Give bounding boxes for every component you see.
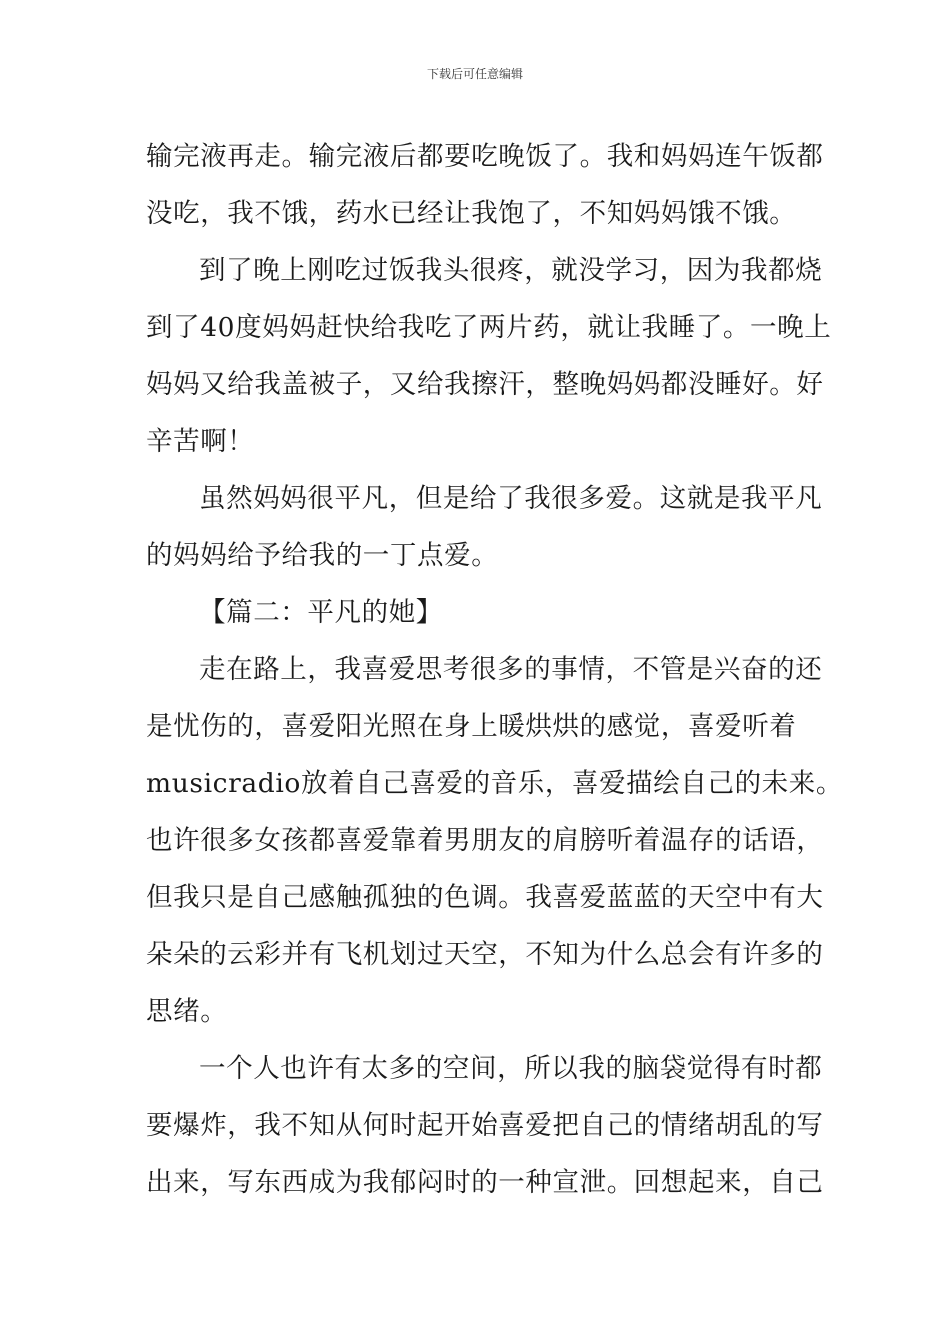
document-body [146,128,843,1211]
text-line: 一个人也许有太多的空间，所以我的脑袋觉得有时都 [199,1053,823,1084]
text-line: 要爆炸，我不知从何时起开始喜爱把自己的情绪胡乱的写 [146,1110,824,1141]
text-line: 朵朵的云彩并有飞机划过天空，不知为什么总会有许多的 [146,939,824,970]
page-header: 下载后可任意编辑 [426,67,523,81]
text-line: 但我只是自己感触孤独的色调。我喜爱蓝蓝的天空中有大 [146,882,824,913]
text-line: musicradio放着自己喜爱的音乐，喜爱描绘自己的未来。 [146,768,843,799]
text-line: 出来，写东西成为我郁闷时的一种宣泄。回想起来，自己 [146,1167,824,1198]
text-line: 妈妈又给我盖被子，又给我擦汗，整晚妈妈都没睡好。好 [146,369,824,400]
text-line: 是忧伤的，喜爱阳光照在身上暖烘烘的感觉，喜爱听着 [146,711,797,742]
text-line: 也许很多女孩都喜爱靠着男朋友的肩膀听着温存的话语， [146,825,824,856]
text-line: 输完液再走。输完液后都要吃晚饭了。我和妈妈连午饭都 [146,141,824,172]
text-line: 到了晚上刚吃过饭我头很疼，就没学习，因为我都烧 [199,255,823,286]
text-line: 没吃，我不饿，药水已经让我饱了，不知妈妈饿不饿。 [146,198,797,229]
text-line: 思绪。 [146,996,228,1027]
section-heading: 【篇二：平凡的她】 [199,597,443,628]
text-line: 到了40度妈妈赶快给我吃了两片药，就让我睡了。一晚上 [146,312,832,343]
text-line: 虽然妈妈很平凡，但是给了我很多爱。这就是我平凡 [199,483,823,514]
text-line: 走在路上，我喜爱思考很多的事情，不管是兴奋的还 [199,654,823,685]
text-line: 辛苦啊！ [146,426,255,457]
text-line: 的妈妈给予给我的一丁点爱。 [146,540,499,571]
